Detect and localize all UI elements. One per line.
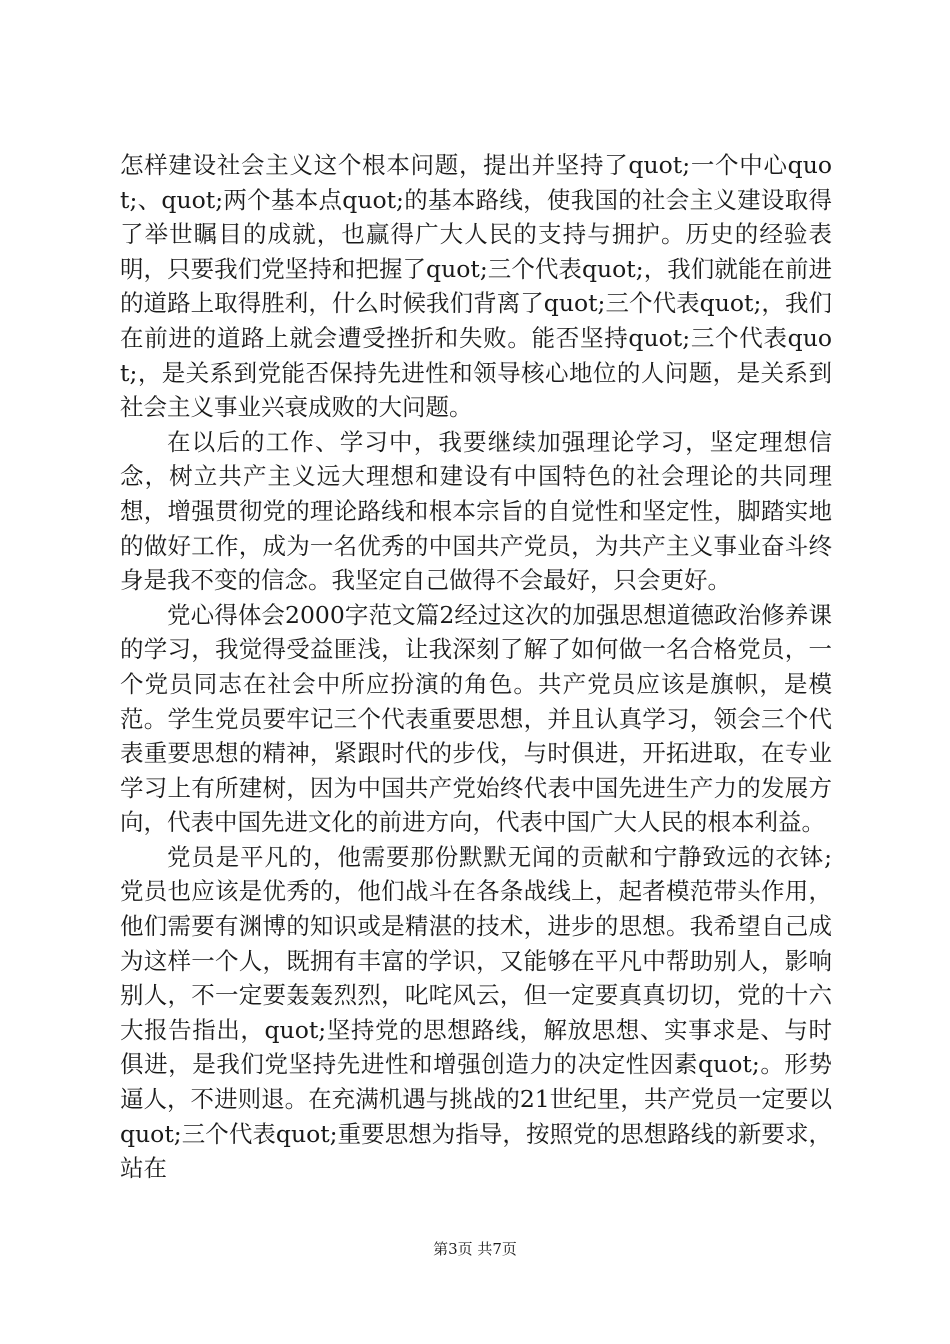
paragraph-3: 党心得体会2000字范文篇2经过这次的加强思想道德政治修养课的学习，我觉得受益匪浅，让我深刻了解了如何做一名合格党员，一个党员同志在社会中所应扮演的角色。共产党员应该是旗帜，是模范。学生党员要牢记三个代表重要思想，并且认真学习，领会三个代表重要思想的精神，紧跟时代的步伐，与时俱进，开拓进取，在专业学习上有所建树，因为中国共产党始终代表中国先进生产力的发展方向，代表中国先进文化的前进方向，代表中国广大人民的根本利益。	[120, 600, 832, 837]
paragraph-1: 怎样建设社会主义这个根本问题，提出并坚持了quot;一个中心quot;、quot;两个基本点quot;的基本路线，使我国的社会主义建设取得了举世瞩目的成就，也赢得广大人民的支持与拥护。历史的经验表明，只要我们党坚持和把握了quot;三个代表quot;，我们就能在前进的道路上取得胜利，什么时候我们背离了quot;三个代表quot;，我们在前进的道路上就会遭受挫折和失败。能否坚持quot;三个代表quot;，是关系到党能否保持先进性和领导核心地位的人问题，是关系到社会主义事业兴衰成败的大问题。	[120, 151, 832, 422]
body-text	[120, 148, 832, 1186]
paragraph-4: 党员是平凡的，他需要那份默默无闻的贡献和宁静致远的衣钵;党员也应该是优秀的，他们战斗在各条战线上，起者模范带头作用，他们需要有渊博的知识或是精湛的技术，进步的思想。我希望自己成为这样一个人，既拥有丰富的学识，又能够在平凡中帮助别人，影响别人，不一定要轰轰烈烈，叱咤风云，但一定要真真切切，党的十六大报告指出，quot;坚持党的思想路线，解放思想、实事求是、与时俱进，是我们党坚持先进性和增强创造力的决定性因素quot;。形势逼人，不进则退。在充满机遇与挑战的21世纪里，共产党员一定要以quot;三个代表quot;重要思想为指导，按照党的思想路线的新要求，站在	[120, 842, 832, 1183]
paragraph-2: 在以后的工作、学习中，我要继续加强理论学习，坚定理想信念，树立共产主义远大理想和建设有中国特色的社会理论的共同理想，增强贯彻党的理论路线和根本宗旨的自觉性和坚定性，脚踏实地的做好工作，成为一名优秀的中国共产党员，为共产主义事业奋斗终身是我不变的信念。我坚定自己做得不会最好，只会更好。	[120, 427, 832, 595]
page-number: 第3页 共7页	[433, 1240, 517, 1258]
